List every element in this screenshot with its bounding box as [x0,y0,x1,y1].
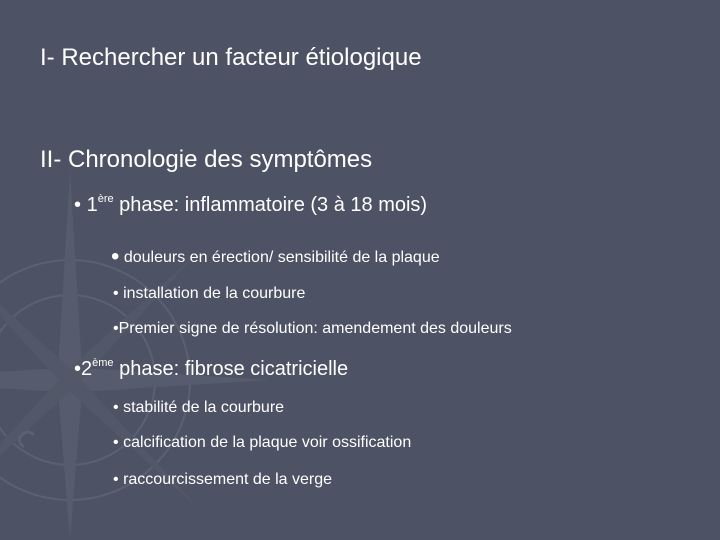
phase-2-superscript: ème [92,357,114,369]
phase-1-number: 1 [86,194,98,216]
bullet-icon: • [113,285,119,302]
phase-2-item-text: calcification de la plaque voir ossification [123,434,412,451]
phase-2-heading [74,358,348,381]
phase-2-number: 2 [81,358,93,380]
bullet-icon: • [113,471,119,488]
phase-2-bullet: • [74,358,82,380]
phase-1-item-text: Premier signe de résolution: amendement des douleurs [118,320,512,337]
phase-1-item-text: douleurs en érection/ sensibilité de la plaque [123,249,440,266]
phase-1-item [111,243,440,271]
heading-etiology: I- Rechercher un facteur étiologique [40,44,422,71]
heading-chronology: II- Chronologie des symptômes [40,146,373,173]
bullet-icon: • [111,243,120,270]
phase-2-item-text: stabilité de la courbure [123,399,285,416]
phase-2-item-text: raccourcissement de la verge [123,471,333,488]
phase-2-text: phase: fibrose cicatricielle [119,358,349,380]
phase-2-item [113,434,411,452]
bullet-icon: • [113,399,119,416]
bullet-icon: • [113,434,119,451]
bullet-icon: • [113,320,119,337]
phase-1-item [113,285,305,303]
phase-1-item-text: installation de la courbure [123,285,306,302]
phase-1-superscript: ère [97,193,114,205]
phase-2-item [113,471,332,489]
phase-1-text: phase: inflammatoire (3 à 18 mois) [119,194,428,216]
phase-2-item [113,399,284,417]
phase-1-item [113,320,512,338]
phase-1-heading [74,194,427,217]
phase-1-bullet: • [74,194,82,216]
